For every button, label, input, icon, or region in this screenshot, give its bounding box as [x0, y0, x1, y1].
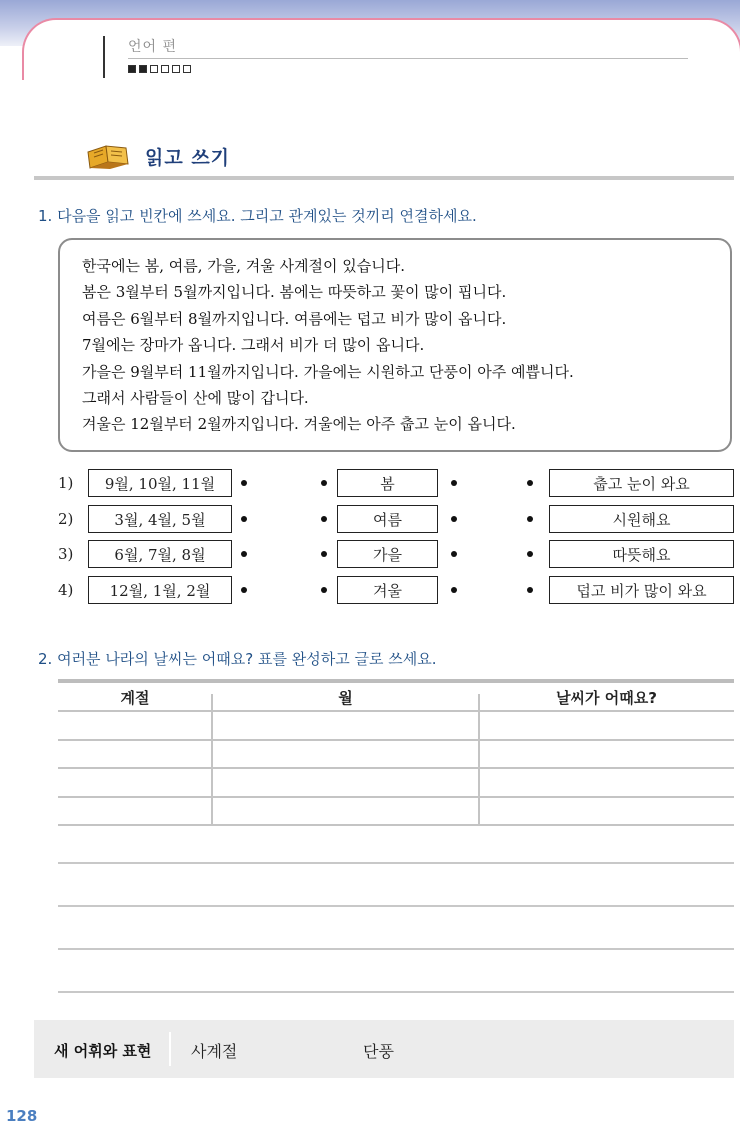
match-dot[interactable]: [321, 480, 327, 486]
passage-line: 그래서 사람들이 산에 많이 갑니다.: [82, 389, 309, 408]
page-number: 128: [6, 1107, 38, 1125]
weather-box: 덥고 비가 많이 와요: [549, 576, 734, 604]
match-dot[interactable]: [451, 480, 457, 486]
row-number: 2): [58, 510, 74, 528]
vocabulary-divider: [169, 1032, 171, 1066]
progress-square: [161, 65, 169, 73]
table-header-month: 월: [338, 689, 353, 707]
vocabulary-word: 단풍: [363, 1042, 394, 1061]
passage-line: 여름은 6월부터 8월까지입니다. 여름에는 덥고 비가 많이 옵니다.: [82, 309, 507, 328]
table-cell[interactable]: [58, 769, 211, 796]
question-2-prompt: 2. 여러분 나라의 날씨는 어때요? 표를 완성하고 글로 쓰세요.: [38, 650, 437, 668]
progress-square: [128, 65, 136, 73]
table-header-weather: 날씨가 어때요?: [556, 689, 657, 707]
weather-box: 시원해요: [549, 505, 734, 533]
match-dot[interactable]: [527, 551, 533, 557]
season-box: 봄: [337, 469, 438, 497]
table-cell[interactable]: [480, 798, 734, 824]
reading-passage: [58, 238, 732, 452]
section-rule: [34, 176, 734, 180]
season-box: 여름: [337, 505, 438, 533]
table-cell[interactable]: [58, 741, 211, 767]
passage-line: 봄은 3월부터 5월까지입니다. 봄에는 따뜻하고 꽃이 많이 핍니다.: [82, 283, 507, 302]
passage-line: 가을은 9월부터 11월까지입니다. 가을에는 시원하고 단풍이 아주 예쁩니다.: [82, 362, 574, 381]
table-cell[interactable]: [480, 712, 734, 739]
vocabulary-label: 새 어휘와 표현: [54, 1042, 152, 1060]
match-dot[interactable]: [527, 516, 533, 522]
table-cell[interactable]: [213, 712, 478, 739]
table-cell[interactable]: [480, 769, 734, 796]
weather-box: 춥고 눈이 와요: [549, 469, 734, 497]
section-label: 언어 편: [128, 39, 178, 55]
progress-square: [139, 65, 147, 73]
weather-box: 따뜻해요: [549, 540, 734, 568]
writing-line: [58, 991, 734, 993]
row-number: 4): [58, 581, 74, 599]
progress-squares: [128, 65, 191, 73]
passage-line: 한국에는 봄, 여름, 가을, 겨울 사계절이 있습니다.: [82, 257, 405, 275]
writing-area[interactable]: [58, 950, 734, 991]
question-1-prompt: 1. 다음을 읽고 빈칸에 쓰세요. 그리고 관계있는 것끼리 연결하세요.: [38, 207, 477, 225]
match-dot[interactable]: [321, 551, 327, 557]
row-number: 3): [58, 545, 74, 563]
match-dot[interactable]: [321, 587, 327, 593]
match-dot[interactable]: [241, 587, 247, 593]
table-header-season: 계절: [120, 689, 150, 707]
progress-square: [183, 65, 191, 73]
table-cell[interactable]: [58, 798, 211, 824]
match-dot[interactable]: [241, 480, 247, 486]
months-box: 6월, 7월, 8월: [88, 540, 232, 568]
writing-area[interactable]: [58, 826, 734, 862]
months-box: 3월, 4월, 5월: [88, 505, 232, 533]
months-box: 12월, 1월, 2월: [88, 576, 232, 604]
progress-square: [172, 65, 180, 73]
open-book-icon: [84, 142, 132, 170]
progress-square: [150, 65, 158, 73]
header-divider: [103, 36, 105, 78]
row-number: 1): [58, 474, 74, 492]
table-cell[interactable]: [213, 741, 478, 767]
section-title: 읽고 쓰기: [145, 147, 231, 169]
table-cell[interactable]: [58, 712, 211, 739]
match-dot[interactable]: [321, 516, 327, 522]
season-box: 겨울: [337, 576, 438, 604]
match-dot[interactable]: [241, 516, 247, 522]
match-dot[interactable]: [451, 551, 457, 557]
match-row: [0, 505, 740, 535]
passage-line: 겨울은 12월부터 2월까지입니다. 겨울에는 아주 춥고 눈이 옵니다.: [82, 415, 516, 434]
months-box: 9월, 10월, 11월: [88, 469, 232, 497]
match-row: [0, 540, 740, 570]
writing-area[interactable]: [58, 907, 734, 948]
passage-line: 7월에는 장마가 옵니다. 그래서 비가 더 많이 옵니다.: [82, 336, 425, 355]
table-cell[interactable]: [480, 741, 734, 767]
writing-area[interactable]: [58, 864, 734, 905]
vocabulary-word: 사계절: [191, 1042, 238, 1061]
table-cell[interactable]: [213, 769, 478, 796]
match-dot[interactable]: [527, 480, 533, 486]
season-box: 가을: [337, 540, 438, 568]
table-cell[interactable]: [213, 798, 478, 824]
match-row: [0, 576, 740, 606]
match-row: [0, 469, 740, 499]
header-rule: [128, 58, 688, 59]
match-dot[interactable]: [451, 587, 457, 593]
match-dot[interactable]: [241, 551, 247, 557]
table-top-rule: [58, 679, 734, 683]
match-dot[interactable]: [451, 516, 457, 522]
match-dot[interactable]: [527, 587, 533, 593]
